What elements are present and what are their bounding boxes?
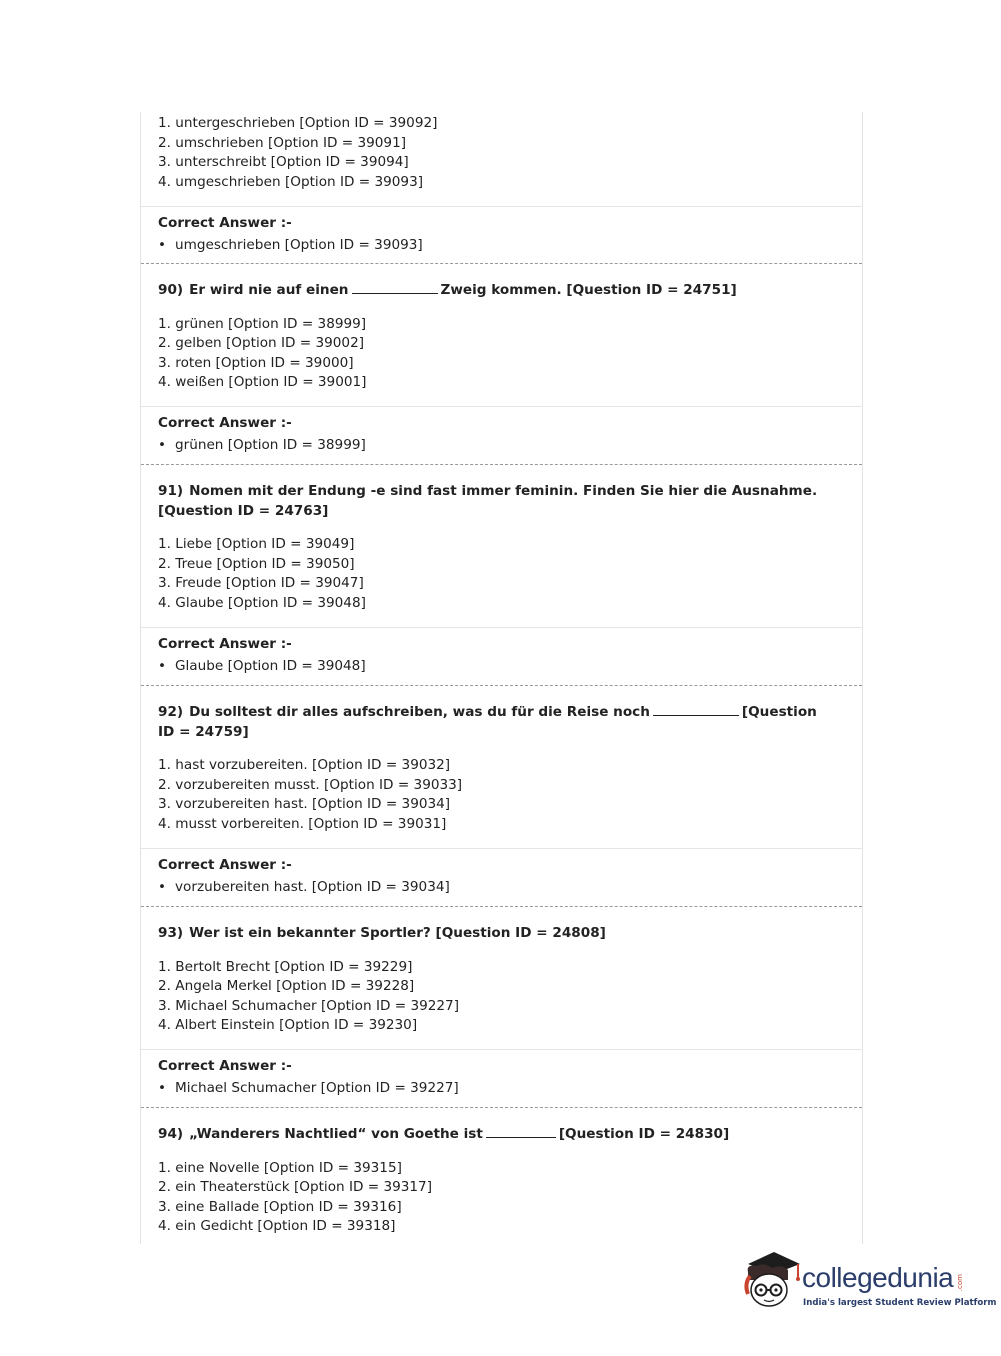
question-94-block	[141, 1108, 862, 1238]
answer-blank	[486, 1125, 556, 1138]
question-text-after: [Question ID = 24759]	[158, 704, 817, 740]
option-item: 3. unterschreibt [Option ID = 39094]	[158, 154, 409, 171]
question-text-after: [Question ID = 24830]	[558, 1126, 730, 1142]
correct-answer-box	[141, 848, 862, 906]
question-93-block	[141, 907, 862, 1107]
brand-name: collegedunia	[802, 1262, 954, 1293]
correct-answer-label: Correct Answer :-	[158, 415, 292, 431]
question-number: 93)	[158, 925, 184, 941]
answer-blank	[653, 703, 739, 716]
question-text-before: Er wird nie auf einen	[189, 282, 349, 298]
question-text-before: Du solltest dir alles aufschreiben, was du für die Reise noch	[189, 704, 650, 720]
question-90-block	[141, 264, 862, 464]
answer-blank	[352, 281, 438, 294]
option-item: 3. roten [Option ID = 39000]	[158, 354, 354, 371]
question-text	[141, 465, 862, 521]
options-list	[141, 742, 862, 834]
brand-tagline: India's largest Student Review Platform	[803, 1298, 997, 1308]
option-item: 1. Bertolt Brecht [Option ID = 39229]	[158, 958, 413, 975]
correct-answer-text: Glaube [Option ID = 39048]	[175, 657, 366, 674]
option-item: 2. umschrieben [Option ID = 39091]	[158, 134, 407, 151]
collegedunia-logo	[742, 1250, 997, 1314]
correct-answer-box	[141, 1049, 862, 1107]
option-item: 1. hast vorzubereiten. [Option ID = 39032]	[158, 757, 451, 774]
mascot-icon	[742, 1250, 802, 1314]
correct-answer-box	[141, 406, 862, 464]
correct-answer-item: • Glaube [Option ID = 39048]	[158, 657, 366, 674]
question-92-block	[141, 686, 862, 906]
question-text-before: Nomen mit der Endung -e sind fast immer feminin. Finden Sie hier die Ausnahme. [Question ID = 24763]	[158, 483, 818, 519]
question-91-block	[141, 465, 862, 685]
option-item: 3. Freude [Option ID = 39047]	[158, 575, 364, 592]
option-item: 3. Michael Schumacher [Option ID = 39227]	[158, 997, 459, 1014]
correct-answer-text: vorzubereiten hast. [Option ID = 39034]	[175, 878, 450, 895]
option-item: 2. gelben [Option ID = 39002]	[158, 335, 365, 352]
question-text	[141, 1108, 862, 1145]
option-item: 4. musst vorbereiten. [Option ID = 39031]	[158, 815, 447, 832]
correct-answer-item: • umgeschrieben [Option ID = 39093]	[158, 236, 423, 253]
option-item: 4. weißen [Option ID = 39001]	[158, 374, 367, 391]
brand-dotcom: .com	[956, 1274, 964, 1292]
question-text	[141, 907, 862, 944]
question-text-before: „Wanderers Nachtlied“ von Goethe ist	[189, 1126, 483, 1142]
options-list	[141, 301, 862, 393]
correct-answer-label: Correct Answer :-	[158, 1058, 292, 1074]
option-item: 1. Liebe [Option ID = 39049]	[158, 536, 355, 553]
question-text	[141, 686, 862, 742]
question-number: 90)	[158, 282, 184, 298]
options-list	[141, 1145, 862, 1237]
option-item: 3. eine Ballade [Option ID = 39316]	[158, 1198, 402, 1215]
question-89-block	[141, 112, 862, 263]
options-list	[141, 112, 862, 192]
correct-answer-text: Michael Schumacher [Option ID = 39227]	[175, 1079, 459, 1096]
correct-answer-text: grünen [Option ID = 38999]	[175, 436, 366, 453]
question-text-before: Wer ist ein bekannter Sportler? [Question ID = 24808]	[189, 925, 606, 941]
question-sheet	[140, 112, 863, 1244]
options-list	[141, 944, 862, 1036]
option-item: 4. umgeschrieben [Option ID = 39093]	[158, 173, 424, 190]
option-item: 3. vorzubereiten hast. [Option ID = 39034]	[158, 796, 451, 813]
question-number: 91)	[158, 483, 184, 499]
question-number: 92)	[158, 704, 184, 720]
correct-answer-box	[141, 206, 862, 265]
correct-answer-box	[141, 627, 862, 685]
question-text-after: Zweig kommen. [Question ID = 24751]	[440, 282, 737, 298]
option-item: 2. ein Theaterstück [Option ID = 39317]	[158, 1179, 433, 1196]
option-item: 2. Angela Merkel [Option ID = 39228]	[158, 978, 415, 995]
option-item: 4. Glaube [Option ID = 39048]	[158, 594, 366, 611]
option-item: 4. ein Gedicht [Option ID = 39318]	[158, 1218, 396, 1235]
option-item: 1. untergeschrieben [Option ID = 39092]	[158, 115, 438, 131]
correct-answer-item: • grünen [Option ID = 38999]	[158, 436, 366, 453]
options-list	[141, 521, 862, 613]
correct-answer-item: • Michael Schumacher [Option ID = 39227]	[158, 1079, 459, 1096]
correct-answer-label: Correct Answer :-	[158, 215, 292, 231]
option-item: 1. eine Novelle [Option ID = 39315]	[158, 1159, 402, 1176]
correct-answer-text: umgeschrieben [Option ID = 39093]	[175, 236, 423, 253]
option-item: 2. Treue [Option ID = 39050]	[158, 555, 355, 572]
question-text	[141, 264, 862, 301]
question-number: 94)	[158, 1126, 184, 1142]
correct-answer-label: Correct Answer :-	[158, 636, 292, 652]
option-item: 2. vorzubereiten musst. [Option ID = 39033]	[158, 776, 463, 793]
option-item: 1. grünen [Option ID = 38999]	[158, 315, 367, 332]
correct-answer-item: • vorzubereiten hast. [Option ID = 39034]	[158, 878, 450, 895]
correct-answer-label: Correct Answer :-	[158, 857, 292, 873]
option-item: 4. Albert Einstein [Option ID = 39230]	[158, 1017, 418, 1034]
